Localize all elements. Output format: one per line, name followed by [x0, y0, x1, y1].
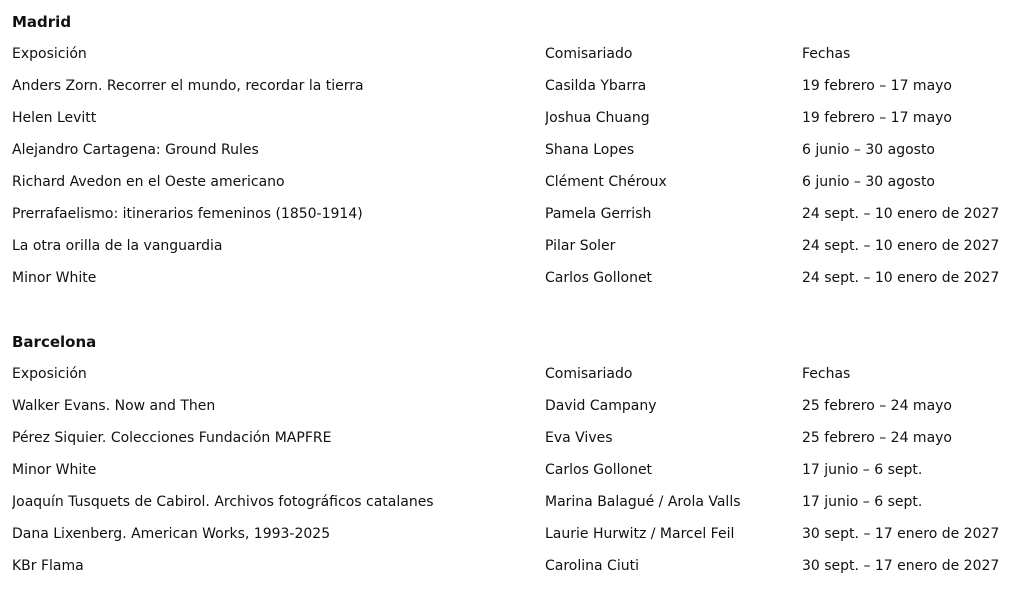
cell-fechas: 19 febrero – 17 mayo — [802, 78, 953, 94]
cell-comisariado: Clément Chéroux — [545, 174, 667, 190]
cell-fechas: 24 sept. – 10 enero de 2027 — [802, 270, 1000, 286]
table-row — [12, 70, 1024, 102]
table-header-row — [12, 358, 1024, 390]
cell-exposicion: Minor White — [12, 270, 97, 286]
city-title: Barcelona — [12, 333, 97, 351]
table-row — [12, 198, 1024, 230]
cell-exposicion: Prerrafaelismo: itinerarios femeninos (1850-1914) — [12, 206, 363, 222]
table-header-row — [12, 38, 1024, 70]
table-row — [12, 166, 1024, 198]
cell-fechas: 25 febrero – 24 mayo — [802, 430, 953, 446]
cell-comisariado: Casilda Ybarra — [545, 78, 647, 94]
cell-fechas: 24 sept. – 10 enero de 2027 — [802, 238, 1000, 254]
cell-exposicion: Pérez Siquier. Colecciones Fundación MAPFRE — [12, 430, 332, 446]
city-section-madrid — [12, 6, 1024, 294]
table-row — [12, 486, 1024, 518]
column-header-exposicion: Exposición — [12, 366, 87, 382]
cell-comisariado: Pamela Gerrish — [545, 206, 652, 222]
cell-fechas: 25 febrero – 24 mayo — [802, 398, 953, 414]
cell-comisariado: Carolina Ciuti — [545, 558, 639, 574]
cell-exposicion: Alejandro Cartagena: Ground Rules — [12, 142, 259, 158]
cell-fechas: 30 sept. – 17 enero de 2027 — [802, 558, 1000, 574]
cell-comisariado: Carlos Gollonet — [545, 462, 653, 478]
cell-comisariado: Laurie Hurwitz / Marcel Feil — [545, 526, 735, 542]
cell-exposicion: Walker Evans. Now and Then — [12, 398, 216, 414]
cell-exposicion: Anders Zorn. Recorrer el mundo, recordar la tierra — [12, 78, 364, 94]
table-row — [12, 422, 1024, 454]
cell-fechas: 19 febrero – 17 mayo — [802, 110, 953, 126]
cell-comisariado: Pilar Soler — [545, 238, 616, 254]
table-row — [12, 454, 1024, 486]
cell-exposicion: Joaquín Tusquets de Cabirol. Archivos fotográficos catalanes — [12, 494, 434, 510]
cell-fechas: 24 sept. – 10 enero de 2027 — [802, 206, 1000, 222]
cell-comisariado: Eva Vives — [545, 430, 613, 446]
city-title: Madrid — [12, 13, 72, 31]
table-row — [12, 262, 1024, 294]
cell-exposicion: Richard Avedon en el Oeste americano — [12, 174, 285, 190]
cell-comisariado: Shana Lopes — [545, 142, 635, 158]
cell-comisariado: Marina Balagué / Arola Valls — [545, 494, 741, 510]
cell-comisariado: Joshua Chuang — [545, 110, 650, 126]
column-header-fechas: Fechas — [802, 46, 851, 62]
column-header-exposicion: Exposición — [12, 46, 87, 62]
table-row — [12, 134, 1024, 166]
cell-fechas: 17 junio – 6 sept. — [802, 494, 923, 510]
cell-comisariado: Carlos Gollonet — [545, 270, 653, 286]
cell-exposicion: Dana Lixenberg. American Works, 1993-2025 — [12, 526, 331, 542]
cell-fechas: 17 junio – 6 sept. — [802, 462, 923, 478]
table-row — [12, 102, 1024, 134]
table-row — [12, 230, 1024, 262]
city-section-barcelona — [12, 326, 1024, 582]
cell-fechas: 30 sept. – 17 enero de 2027 — [802, 526, 1000, 542]
cell-exposicion: KBr Flama — [12, 558, 84, 574]
cell-comisariado: David Campany — [545, 398, 657, 414]
column-header-comisariado: Comisariado — [545, 366, 633, 382]
table-row — [12, 550, 1024, 582]
table-row — [12, 390, 1024, 422]
table-row — [12, 518, 1024, 550]
cell-exposicion: Helen Levitt — [12, 110, 97, 126]
cell-fechas: 6 junio – 30 agosto — [802, 142, 935, 158]
cell-exposicion: Minor White — [12, 462, 97, 478]
column-header-comisariado: Comisariado — [545, 46, 633, 62]
cell-fechas: 6 junio – 30 agosto — [802, 174, 935, 190]
cell-exposicion: La otra orilla de la vanguardia — [12, 238, 223, 254]
column-header-fechas: Fechas — [802, 366, 851, 382]
